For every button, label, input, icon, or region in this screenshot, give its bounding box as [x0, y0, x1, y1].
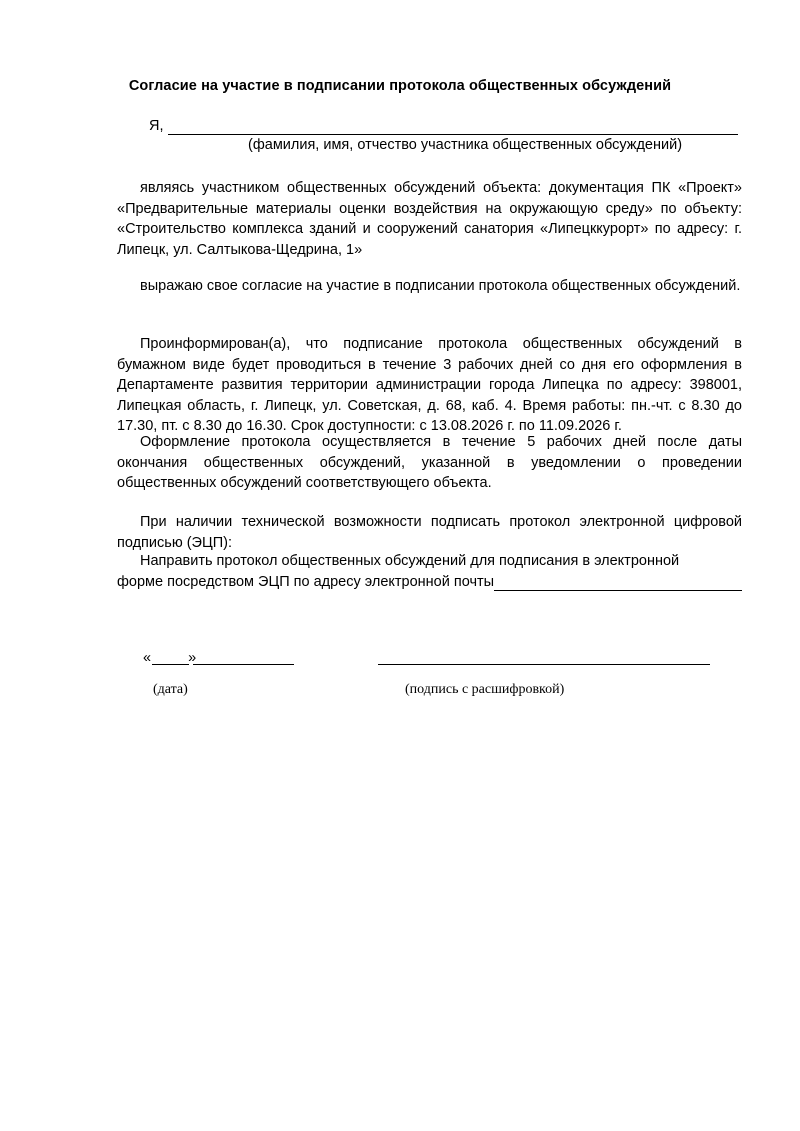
date-close-quote: »	[188, 650, 197, 666]
fio-caption: (фамилия, имя, отчество участника общественных обсуждений)	[248, 137, 683, 153]
fio-input-line[interactable]	[168, 134, 738, 135]
ya-label: Я,	[149, 118, 164, 134]
paragraph-send	[117, 551, 717, 592]
paragraph-consent-text: выражаю свое согласие на участие в подписании протокола общественных обсуждений.	[140, 278, 741, 294]
paragraph-ecp-text: При наличии технической возможности подписать протокол электронной цифровой подписью (ЭЦП):	[117, 514, 742, 551]
paragraph-object	[117, 178, 742, 260]
date-caption: (дата)	[153, 682, 188, 697]
paragraph-ecp	[117, 512, 742, 553]
signature-input-line[interactable]	[378, 664, 710, 665]
email-input-line[interactable]	[494, 590, 742, 591]
document-title: Согласие на участие в подписании протокола общественных обсуждений	[128, 78, 672, 94]
paragraph-informed	[117, 334, 742, 437]
paragraph-consent	[117, 276, 742, 297]
date-open-quote: «	[143, 650, 152, 666]
paragraph-object-text: являясь участником общественных обсуждений объекта: документация ПК «Проект» «Предварительные материалы оценки воздействия на окружающую среду» по объекту: «Строительство комплекса зданий и сооружений санатория «Липецккурорт» по адресу: г. Липецк, ул. Салтыкова-Щедрина, 1»	[117, 180, 742, 258]
signature-caption: (подпись с расшифровкой)	[405, 682, 565, 697]
paragraph-informed-text: Проинформирован(а), что подписание протокола общественных обсуждений в бумажном виде будет проводиться в течение 3 рабочих дней со дня его оформления в Департаменте развития территории администрации города Липецка по адресу: 398001, Липецкая область, г. Липецк, ул. Советская, д. 68, каб. 4. Время работы: пн.-чт. с 8.30 до 17.30, пт. с 8.30 до 16.30. Срок доступности: с 13.08.2026 г. по 11.09.2026 г.	[117, 336, 742, 435]
paragraph-protocol-text: Оформление протокола осуществляется в течение 5 рабочих дней после даты окончания общественных обсуждений, указанной в уведомлении о проведении общественных обсуждений соответствующего объекта.	[117, 434, 742, 492]
paragraph-protocol	[117, 432, 742, 494]
paragraph-send-text: Направить протокол общественных обсуждений для подписания в электронной форме посредством ЭЦП по адресу электронной почты	[117, 553, 680, 590]
date-day-input-line[interactable]	[152, 664, 189, 665]
date-month-input-line[interactable]	[193, 664, 294, 665]
